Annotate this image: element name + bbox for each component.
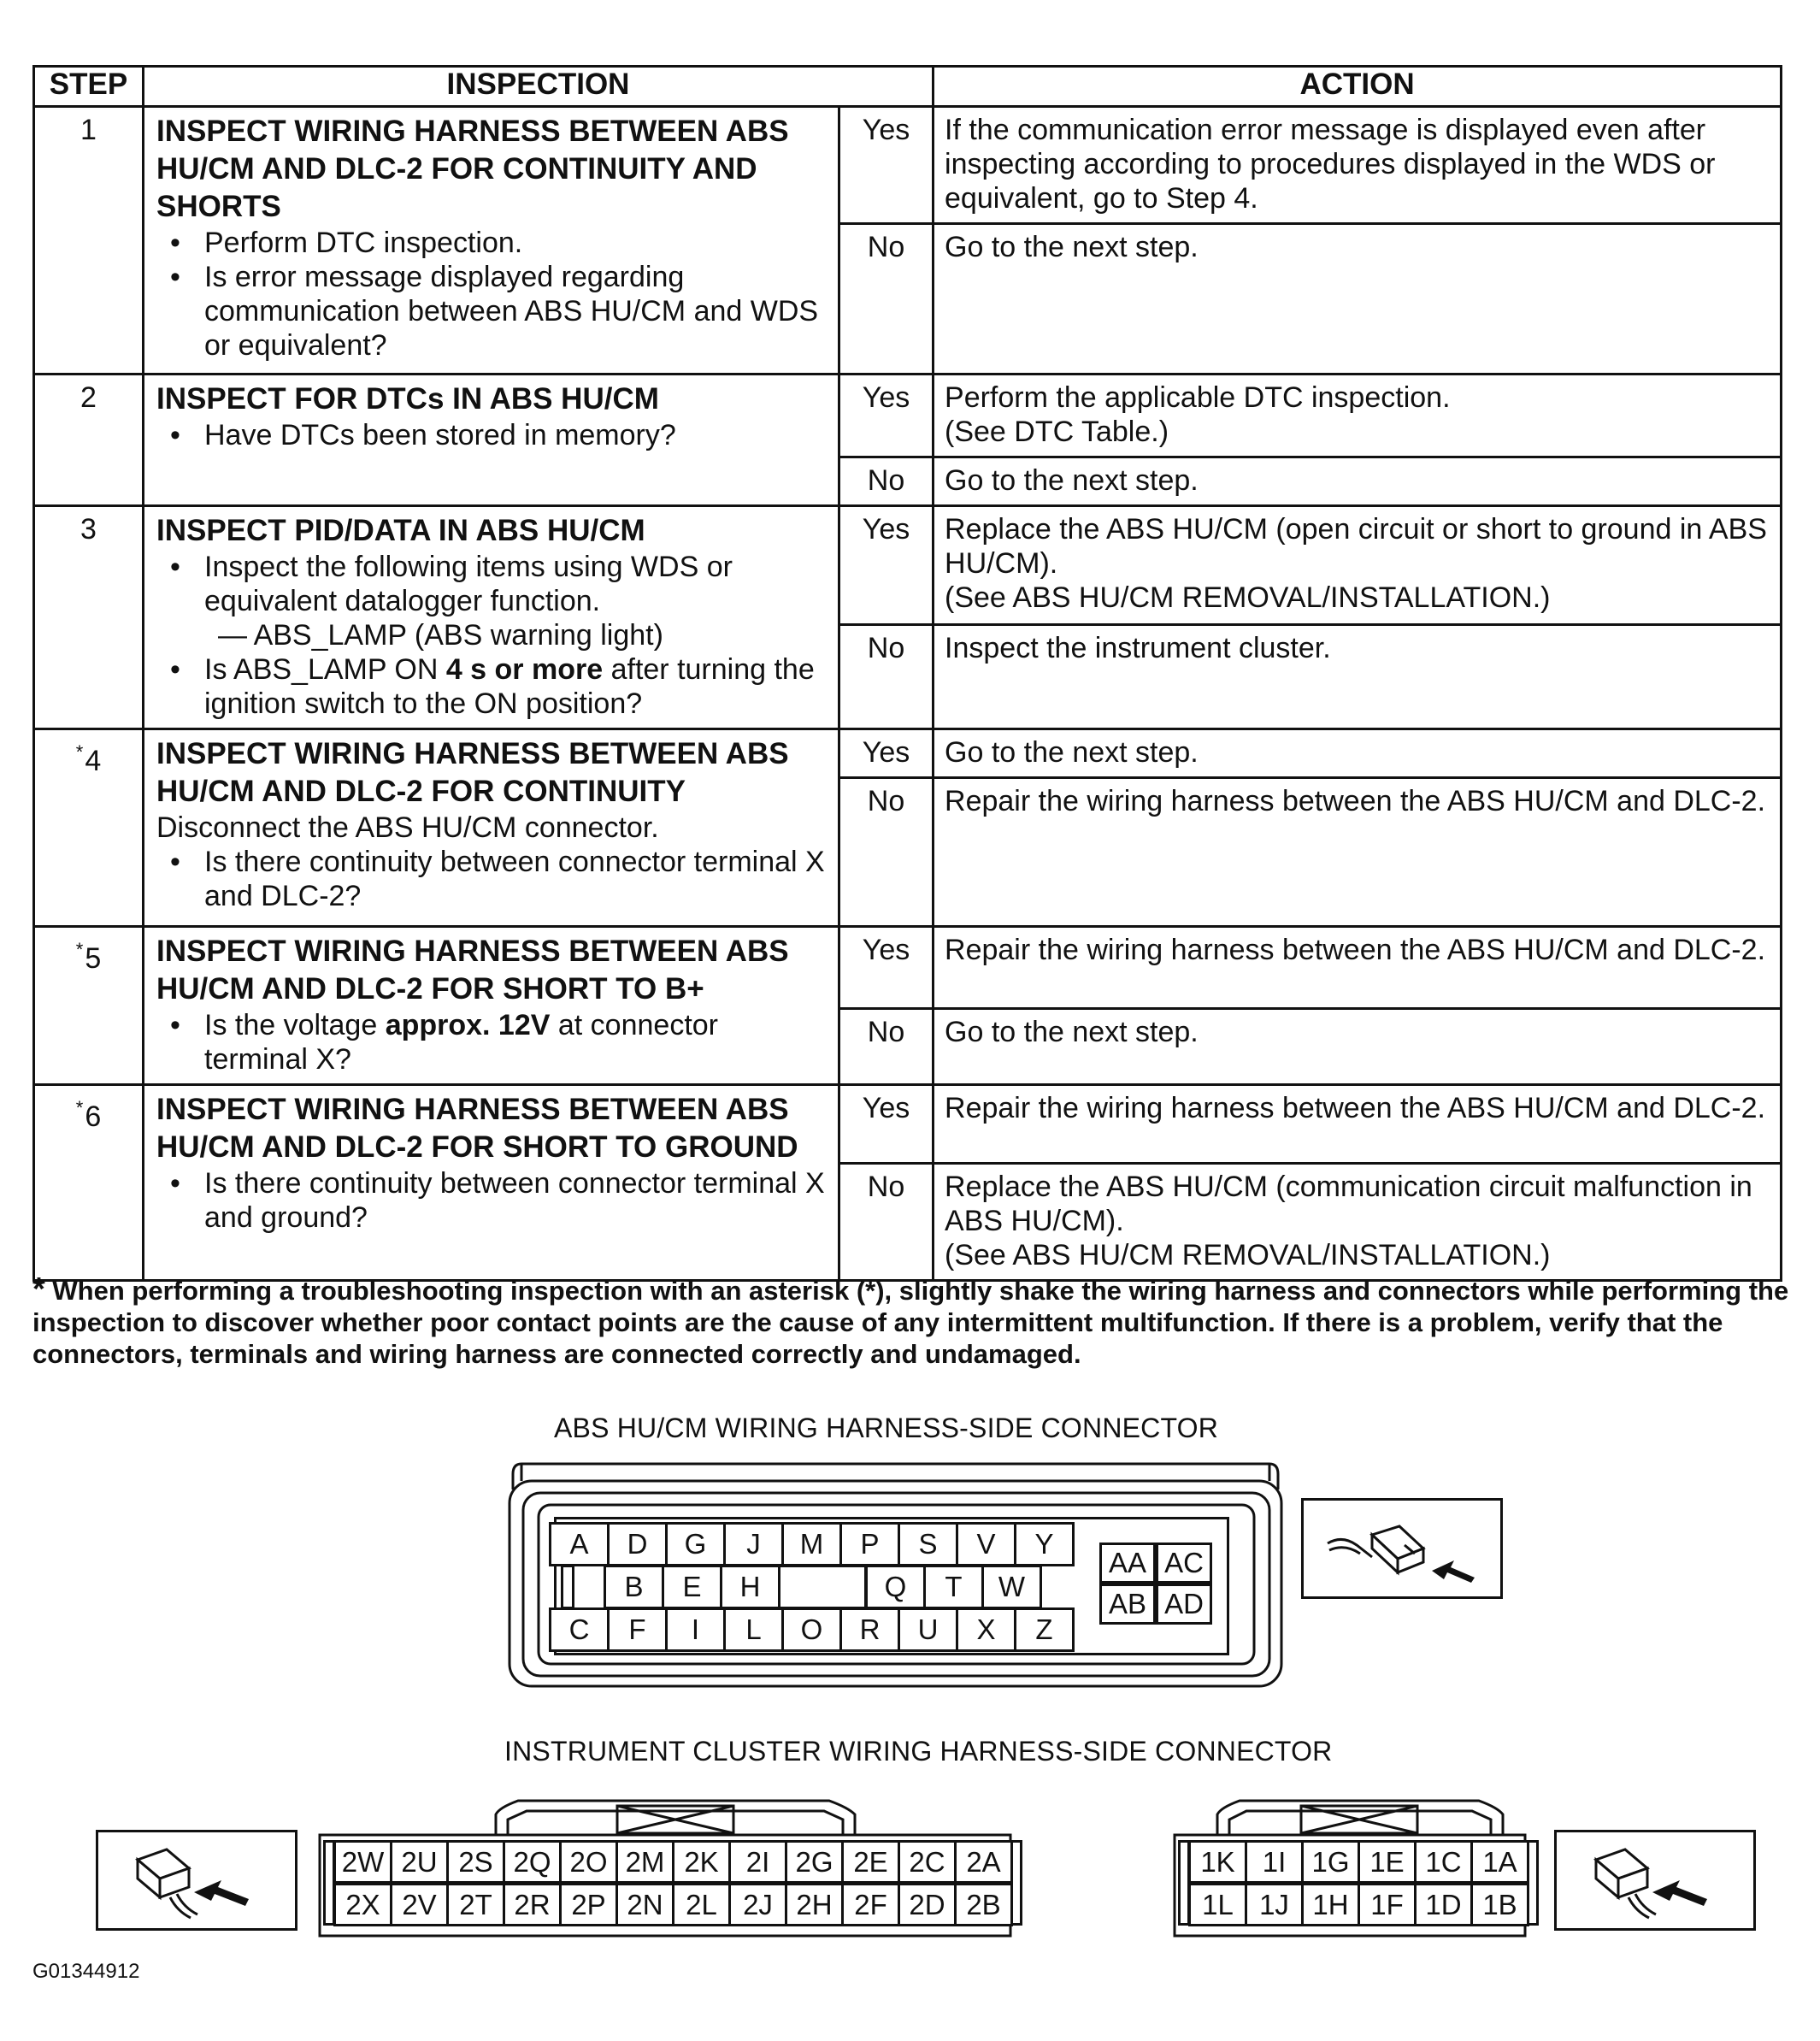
connector-pin: B [604,1565,664,1609]
inspection-cell [144,729,839,927]
connector-pin: S [898,1522,958,1566]
connector-pin: 2L [672,1883,731,1926]
list-item: • Have DTCs been stored in memory? [204,418,829,452]
yes-label: Yes [839,107,934,224]
connector-arrow-icon [1304,1501,1500,1596]
inspection-title: INSPECT WIRING HARNESS BETWEEN ABS HU/CM AND DLC-2 FOR CONTINUITY AND SHORTS [156,115,789,223]
yes-action [934,375,1782,457]
yes-label: Yes [839,1085,934,1164]
bullet-text: at connector terminal X? [204,1009,718,1076]
bullet-text: Inspect the following items using WDS or equivalent datalogger function. [204,551,733,617]
connector-pin: 1A [1470,1840,1529,1884]
connector-pin: 2N [616,1883,674,1926]
no-label: No [839,224,934,375]
connector-pin: 1D [1414,1883,1473,1926]
inspection-cell [144,506,839,729]
header-action: ACTION [934,67,1782,107]
action-line: (See ABS HU/CM REMOVAL/INSTALLATION.) [945,581,1551,614]
action-line: (See ABS HU/CM REMOVAL/INSTALLATION.) [945,1239,1551,1271]
step-number [34,1085,144,1281]
connector-pin: R [839,1607,900,1652]
connector-pin: P [839,1522,900,1566]
bullet-list [156,550,829,721]
connector-pin: 2D [898,1883,957,1926]
yes-label: Yes [839,375,934,457]
bullet-list [156,1166,829,1235]
no-action: Inspect the instrument cluster. [934,625,1782,729]
connector-pin: 2K [672,1840,731,1884]
connector-pin: C [549,1607,610,1652]
connector-pin: Z [1014,1607,1075,1652]
inspection-title: INSPECT PID/DATA IN ABS HU/CM [156,514,645,547]
asterisk-mark: * [75,1097,84,1118]
connector-arrow-icon [98,1832,295,1928]
no-action: Repair the wiring harness between the ABS HU/CM and DLC-2. [934,778,1782,927]
yes-action [934,506,1782,625]
list-item: • Is there continuity between connector terminal X and DLC-2? [204,845,829,913]
step-number: 1 [34,107,144,375]
connector-pin: 1L [1188,1883,1247,1926]
step-number [34,729,144,927]
bullet-list [156,845,829,913]
yes-action: If the communication error message is displayed even after inspecting according to procedures displayed in the WDS or equivalent, go to Step 4. [934,107,1782,224]
yes-label: Yes [839,506,934,625]
connector-pin: 2Q [503,1840,562,1884]
connector-pin: AD [1156,1584,1212,1625]
inspection-cell [144,1085,839,1281]
header-inspection: INSPECTION [144,67,934,107]
yes-action: Go to the next step. [934,729,1782,778]
connector-pin: 1C [1414,1840,1473,1884]
list-item [204,550,829,652]
connector-pin: 1I [1245,1840,1304,1884]
table-row [34,729,1782,778]
bullet-list [156,418,829,452]
connector-pin: 2E [841,1840,900,1884]
action-line: Replace the ABS HU/CM (communication circuit malfunction in ABS HU/CM). [945,1171,1752,1237]
header-step: STEP [34,67,144,107]
step-number: 3 [34,506,144,729]
list-item: • Is error message displayed regarding communication between ABS HU/CM and WDS or equivalent? [204,260,829,363]
action-line: (See DTC Table.) [945,416,1169,448]
connector-pin: AC [1156,1543,1212,1584]
inspection-title: INSPECT WIRING HARNESS BETWEEN ABS HU/CM AND DLC-2 FOR CONTINUITY [156,737,789,808]
inspection-cell [144,927,839,1085]
connector-pin: Y [1014,1522,1075,1566]
connector-blank-slot [778,1565,867,1609]
connector-key-slot [561,1565,574,1609]
connector-pin: 2B [954,1883,1013,1926]
no-label: No [839,1008,934,1084]
bullet-text: Is the voltage [204,1009,386,1041]
connector-pin: 2O [559,1840,618,1884]
connector-pin: O [781,1607,842,1652]
connector-pin: 2P [559,1883,618,1926]
cluster-connector-caption: INSTRUMENT CLUSTER WIRING HARNESS-SIDE CONNECTOR [504,1736,1333,1767]
connector-pin: J [723,1522,784,1566]
sub-item: — ABS_LAMP (ABS warning light) [218,619,663,652]
inspection-title: INSPECT FOR DTCs IN ABS HU/CM [156,382,659,416]
bullet-text: Is ABS_LAMP ON [204,653,446,686]
no-action [934,1164,1782,1281]
connector-pin: AA [1099,1543,1156,1584]
table-row [34,375,1782,457]
bullet-text: after turning the ignition switch to the ON position? [204,653,815,720]
connector-pin: L [723,1607,784,1652]
list-item: • Perform DTC inspection. [204,226,829,260]
step-value: 6 [85,1100,102,1133]
inspection-cell [144,375,839,506]
yes-label: Yes [839,927,934,1009]
connector-pin: 1F [1358,1883,1417,1926]
connector-pin: 2G [785,1840,844,1884]
connector-pin: 2V [390,1883,449,1926]
connector-pin: 2R [503,1883,562,1926]
connector-pin: 1B [1470,1883,1529,1926]
connector-pin: W [981,1565,1042,1609]
asterisk-footnote [32,1271,1793,1370]
table-row [34,506,1782,625]
connector-pin: E [662,1565,722,1609]
connector-key-slot [1527,1840,1539,1926]
step-number [34,927,144,1085]
inspection-title: INSPECT WIRING HARNESS BETWEEN ABS HU/CM AND DLC-2 FOR SHORT TO B+ [156,935,789,1006]
connector-pin: 2T [446,1883,505,1926]
connector-pin: 2H [785,1883,844,1926]
connector-pin: 2A [954,1840,1013,1884]
connector-pin: A [549,1522,610,1566]
connector-pin: 1E [1358,1840,1417,1884]
inspection-title: INSPECT WIRING HARNESS BETWEEN ABS HU/CM AND DLC-2 FOR SHORT TO GROUND [156,1093,798,1164]
connector-pin: U [898,1607,958,1652]
connector-pin: 2W [333,1840,392,1884]
step-value: 4 [85,745,102,777]
connector-pin: F [607,1607,668,1652]
connector-key-slot [1010,1840,1022,1926]
yes-action: Repair the wiring harness between the ABS HU/CM and DLC-2. [934,1085,1782,1164]
bullet-list [156,226,829,363]
no-action: Go to the next step. [934,457,1782,506]
list-item: • Is there continuity between connector terminal X and ground? [204,1166,829,1235]
connector-pin: 2F [841,1883,900,1926]
no-label: No [839,625,934,729]
inspection-cell [144,107,839,375]
connector-pin: X [956,1607,1016,1652]
table-row [34,107,1782,224]
connector-pin: 2I [728,1840,787,1884]
list-item [204,652,829,721]
no-label: No [839,778,934,927]
connector-pin: 1J [1245,1883,1304,1926]
asterisk-mark: * [75,741,84,763]
table-header-row [34,67,1782,107]
action-line: Perform the applicable DTC inspection. [945,381,1451,414]
asterisk-mark: * [75,939,84,960]
connector-pin: 2X [333,1883,392,1926]
abs-connector-caption: ABS HU/CM WIRING HARNESS-SIDE CONNECTOR [554,1413,1219,1443]
footnote-star: * [32,1271,45,1307]
connector-pin: G [665,1522,726,1566]
connector-pin: M [781,1522,842,1566]
no-action: Go to the next step. [934,224,1782,375]
connector-pin: 1G [1301,1840,1360,1884]
connector-pin: V [956,1522,1016,1566]
step-value: 5 [85,942,102,975]
connector-pin: T [923,1565,984,1609]
connector-pin: 1H [1301,1883,1360,1926]
yes-action: Repair the wiring harness between the ABS HU/CM and DLC-2. [934,927,1782,1009]
connector-pin: 1K [1188,1840,1247,1884]
list-item [204,1008,829,1077]
connector-pin: 2C [898,1840,957,1884]
connector-pin: 2J [728,1883,787,1926]
cluster-left-view-box [96,1830,297,1931]
inspection-note: Disconnect the ABS HU/CM connector. [156,811,659,844]
connector-pin: 2M [616,1840,674,1884]
bullet-emphasis: 4 s or more [445,653,604,686]
connector-arrow-icon [1557,1832,1753,1928]
connector-pin: I [665,1607,726,1652]
connector-pin: AB [1099,1584,1156,1625]
connector-pin: Q [865,1565,926,1609]
table-row [34,1085,1782,1164]
figure-code: G01344912 [32,1960,140,1983]
connector-pin: 2U [390,1840,449,1884]
table-row [34,927,1782,1009]
no-action: Go to the next step. [934,1008,1782,1084]
inspection-table [32,65,1782,1282]
abs-connector-view-box [1301,1498,1503,1599]
no-label: No [839,1164,934,1281]
connector-pin: D [607,1522,668,1566]
bullet-emphasis: approx. 12V [385,1009,551,1041]
bullet-list [156,1008,829,1077]
yes-label: Yes [839,729,934,778]
step-number: 2 [34,375,144,506]
connector-pin: 2S [446,1840,505,1884]
connector-pin: H [720,1565,780,1609]
action-line: Replace the ABS HU/CM (open circuit or short to ground in ABS HU/CM). [945,513,1767,580]
footnote-text: When performing a troubleshooting inspection with an asterisk (*), slightly shake the wiring harness and connectors while performing the inspection to discover whether poor contact points are the cause of any intermittent multifunction. If there is a problem, verify that the connectors, terminals and wiring harness are connected correctly and undamaged. [32,1276,1789,1369]
cluster-right-view-box [1554,1830,1756,1931]
no-label: No [839,457,934,506]
